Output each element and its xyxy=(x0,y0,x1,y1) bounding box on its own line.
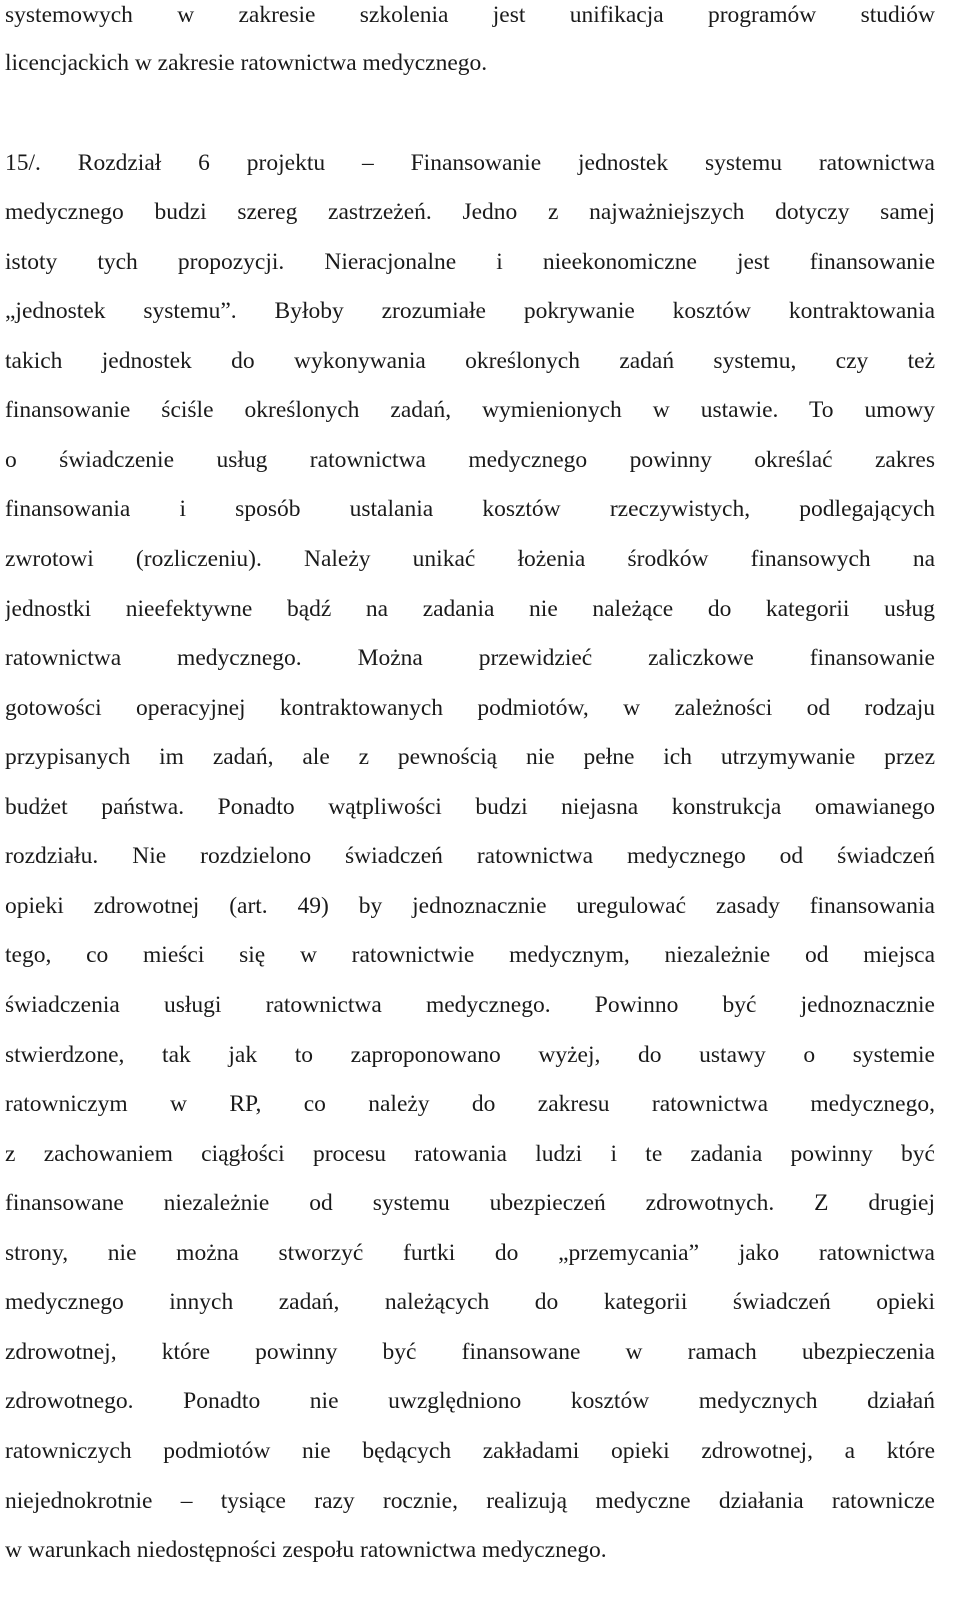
text-line: zwrotowi (rozliczeniu). Należy unikać łożenia środków finansowych na xyxy=(5,546,935,572)
text-line: tego, co mieści się w ratownictwie medycznym, niezależnie od miejsca xyxy=(5,942,935,968)
text-line: budżet państwa. Ponadto wątpliwości budzi niejasna konstrukcja omawianego xyxy=(5,794,935,820)
text-line: zdrowotnego. Ponadto nie uwzględniono kosztów medycznych działań xyxy=(5,1388,935,1414)
text-line: gotowości operacyjnej kontraktowanych podmiotów, w zależności od rodzaju xyxy=(5,695,935,721)
text-line: jednostki nieefektywne bądź na zadania nie należące do kategorii usług xyxy=(5,596,935,622)
text-line: finansowanie ściśle określonych zadań, wymienionych w ustawie. To umowy xyxy=(5,397,935,423)
text-line: systemowych w zakresie szkolenia jest unifikacja programów studiów xyxy=(5,2,935,28)
text-line: finansowania i sposób ustalania kosztów rzeczywistych, podlegających xyxy=(5,496,935,522)
text-line: „jednostek systemu”. Byłoby zrozumiałe pokrywanie kosztów kontraktowania xyxy=(5,298,935,324)
text-line: ratownictwa medycznego. Można przewidzieć zaliczkowe finansowanie xyxy=(5,645,935,671)
text-line: medycznego innych zadań, należących do kategorii świadczeń opieki xyxy=(5,1289,935,1315)
text-line: o świadczenie usług ratownictwa medycznego powinny określać zakres xyxy=(5,447,935,473)
text-line: ratowniczym w RP, co należy do zakresu ratownictwa medycznego, xyxy=(5,1091,935,1117)
text-line: z zachowaniem ciągłości procesu ratowania ludzi i te zadania powinny być xyxy=(5,1141,935,1167)
text-line: finansowane niezależnie od systemu ubezpieczeń zdrowotnych. Z drugiej xyxy=(5,1190,935,1216)
text-line: świadczenia usługi ratownictwa medycznego. Powinno być jednoznacznie xyxy=(5,992,935,1018)
text-line: stwierdzone, tak jak to zaproponowano wyżej, do ustawy o systemie xyxy=(5,1042,935,1068)
text-line: w warunkach niedostępności zespołu ratownictwa medycznego. xyxy=(5,1537,607,1563)
text-line: niejednokrotnie – tysiące razy rocznie, realizują medyczne działania ratownicze xyxy=(5,1488,935,1514)
text-line: istoty tych propozycji. Nieracjonalne i nieekonomiczne jest finansowanie xyxy=(5,249,935,275)
text-line: medycznego budzi szereg zastrzeżeń. Jedno z najważniejszych dotyczy samej xyxy=(5,199,935,225)
text-line: takich jednostek do wykonywania określonych zadań systemu, czy też xyxy=(5,348,935,374)
text-line: licencjackich w zakresie ratownictwa medycznego. xyxy=(5,50,488,76)
text-line: 15/. Rozdział 6 projektu – Finansowanie jednostek systemu ratownictwa xyxy=(5,150,935,176)
text-line: ratowniczych podmiotów nie będących zakładami opieki zdrowotnej, a które xyxy=(5,1438,935,1464)
text-line: rozdziału. Nie rozdzielono świadczeń ratownictwa medycznego od świadczeń xyxy=(5,843,935,869)
text-line: przypisanych im zadań, ale z pewnością nie pełne ich utrzymywanie przez xyxy=(5,744,935,770)
text-line: opieki zdrowotnej (art. 49) by jednoznacznie uregulować zasady finansowania xyxy=(5,893,935,919)
text-line: strony, nie można stworzyć furtki do „przemycania” jako ratownictwa xyxy=(5,1240,935,1266)
text-line: zdrowotnej, które powinny być finansowane w ramach ubezpieczenia xyxy=(5,1339,935,1365)
